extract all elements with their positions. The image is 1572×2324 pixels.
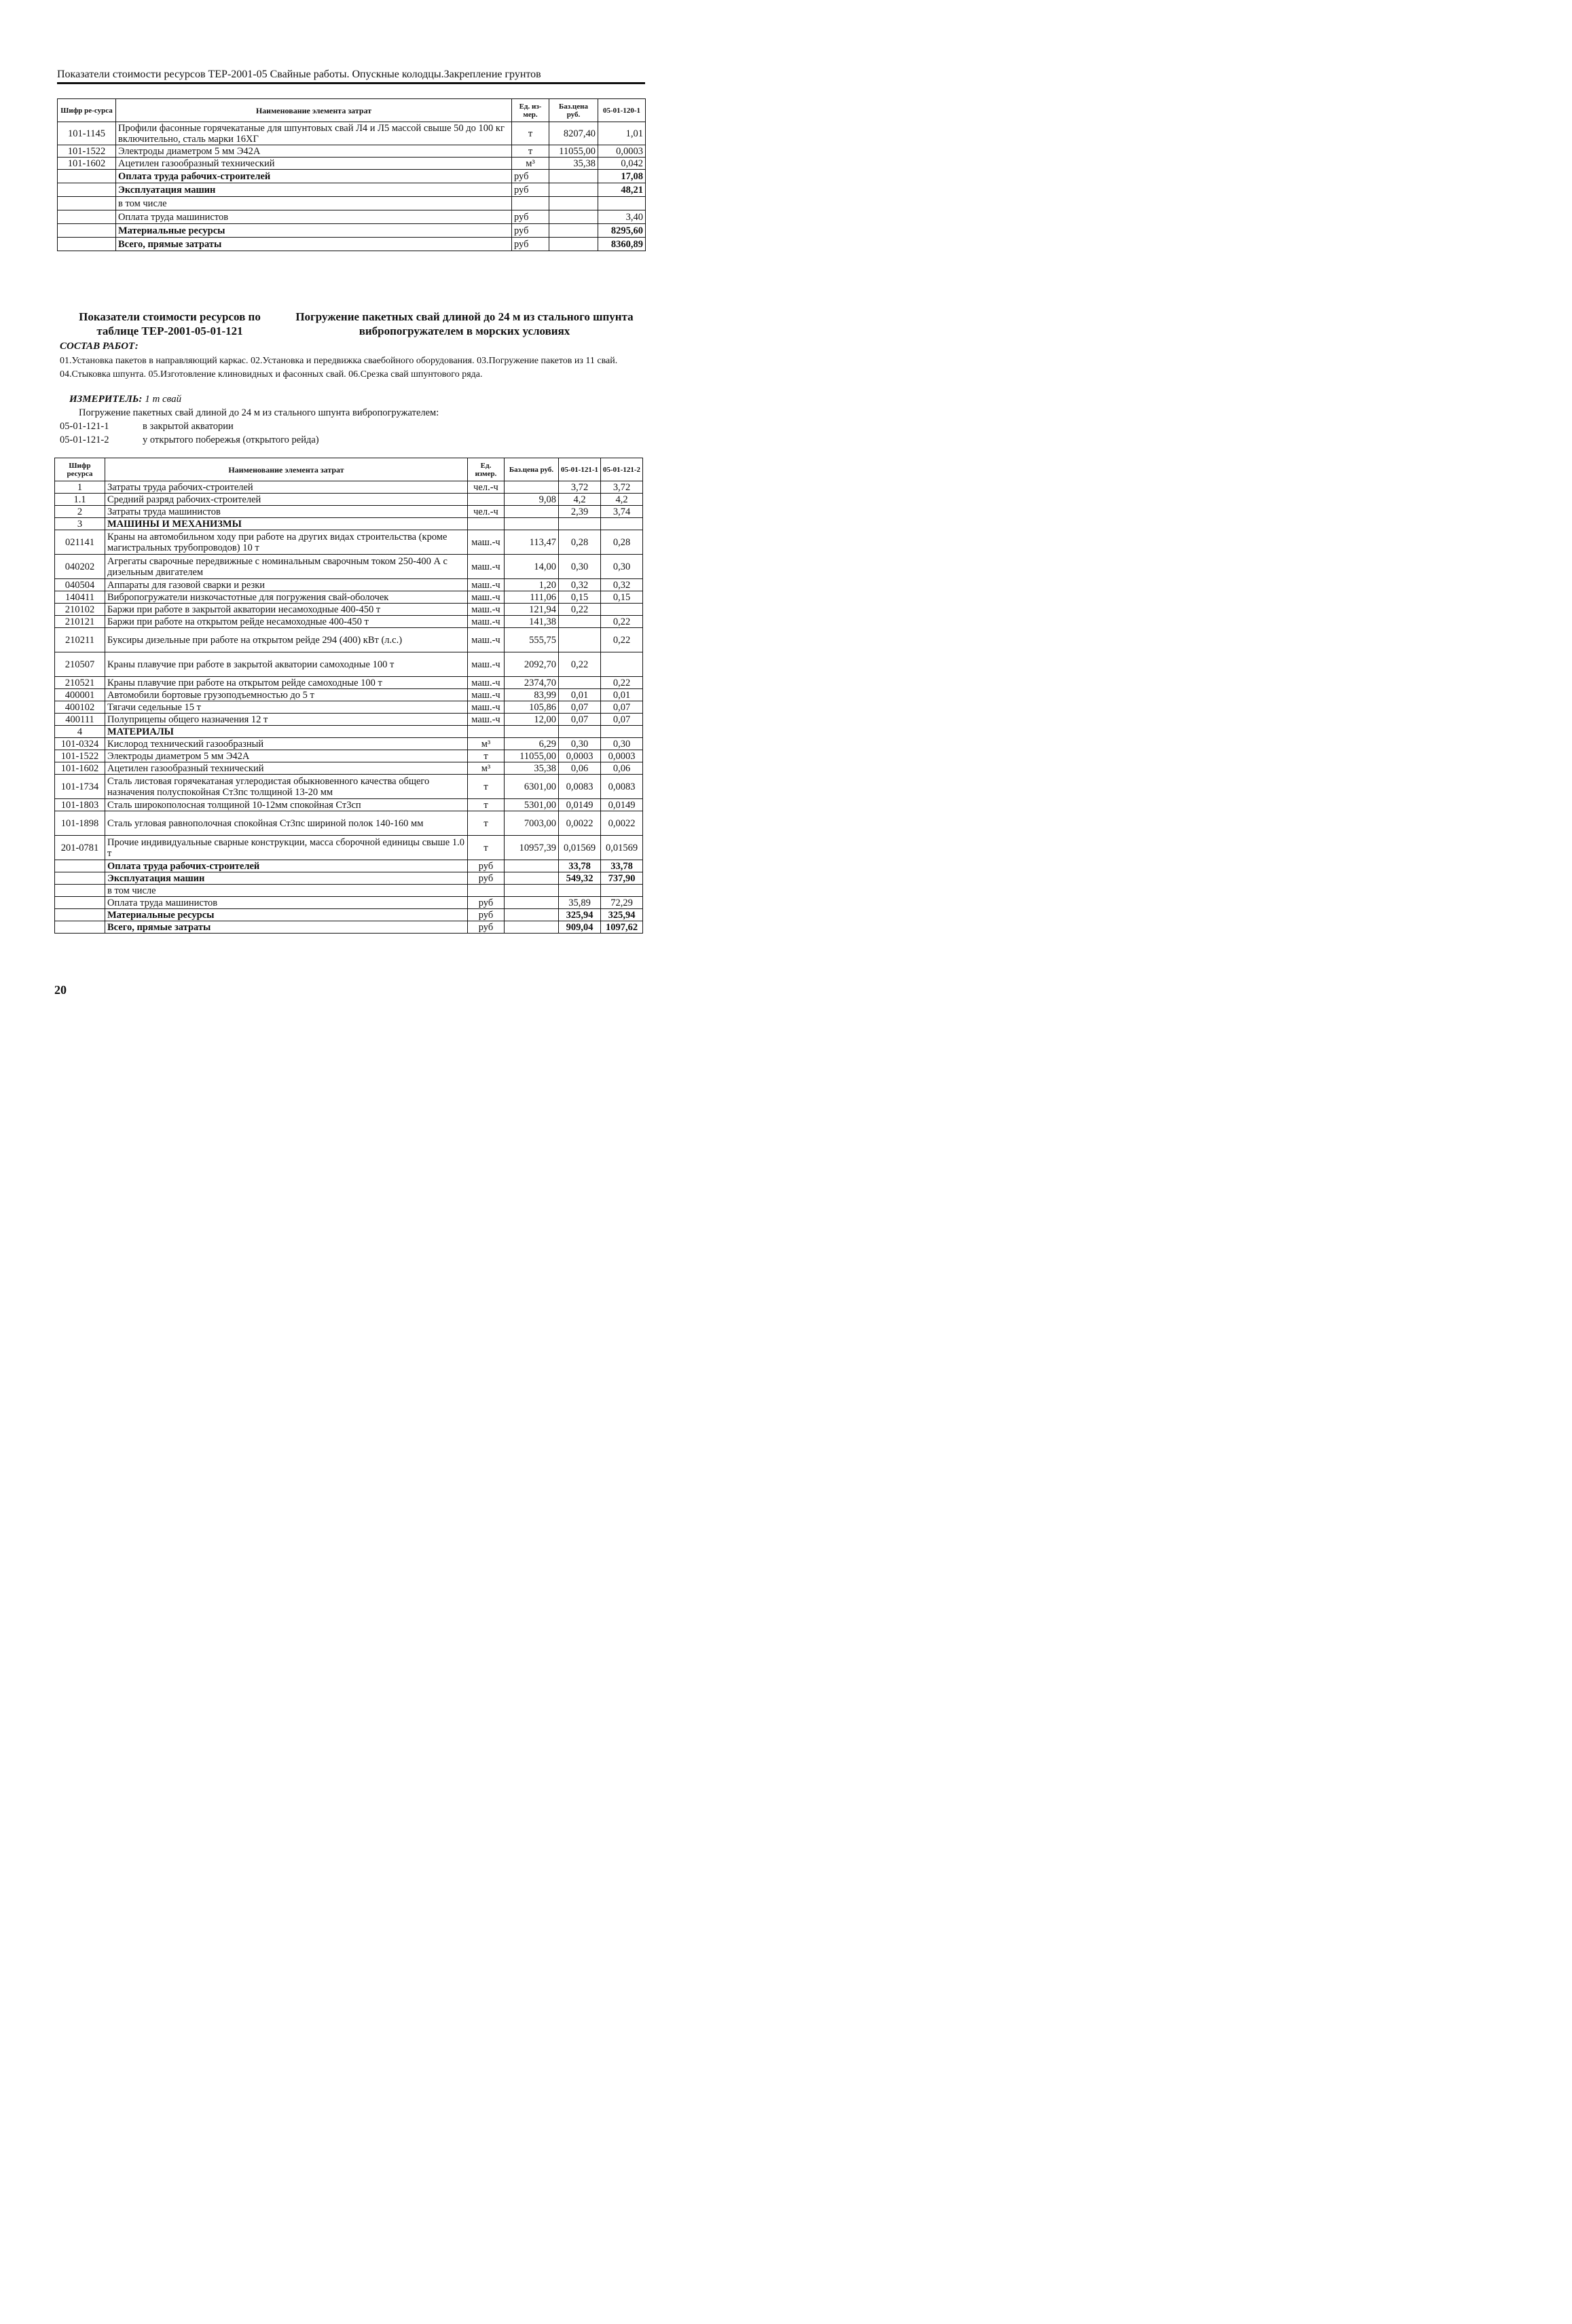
table-row [55,481,643,494]
empty-cell [58,183,116,197]
norm-121-1: 0,22 [559,604,601,616]
resource-code: 101-1734 [55,775,105,799]
norm-121-2: 4,2 [601,494,643,506]
empty-cell [549,183,598,197]
unit: руб [468,860,505,872]
resource-code: 210507 [55,652,105,677]
norm-121-1: 0,30 [559,738,601,750]
norm-121-2: 0,28 [601,530,643,555]
norm-121-2: 0,15 [601,591,643,604]
table-row [55,579,643,591]
summary-row [58,170,646,183]
summary-row [55,921,643,934]
unit: маш.-ч [468,677,505,689]
base-price: 9,08 [505,494,559,506]
composition-heading: СОСТАВ РАБОТ: [60,341,139,352]
unit: т [468,836,505,860]
resource-code: 101-1803 [55,799,105,811]
resource-name: Автомобили бортовые грузоподъемностью до 5 т [105,689,468,701]
resource-name: Профили фасонные горячекатаные для шпунтовых свай Л4 и Л5 массой свыше 50 до 100 кг включительно, сталь марки 16ХГ [116,122,512,145]
summary-label: Эксплуатация машин [105,872,468,885]
table-row [55,701,643,714]
base-price: 35,38 [505,762,559,775]
norm-121-2: 0,07 [601,714,643,726]
resource-code: 210102 [55,604,105,616]
total-121-2 [601,885,643,897]
resource-code: 3 [55,518,105,530]
resource-code: 4 [55,726,105,738]
table-row [55,604,643,616]
resource-table-120 [57,98,646,251]
empty-cell [58,210,116,224]
norm-120-1: 0,0003 [598,145,646,158]
measure-label: ИЗМЕРИТЕЛЬ: [69,394,143,405]
resource-code: 040504 [55,579,105,591]
total-120-1 [598,197,646,210]
unit: руб [512,210,549,224]
header-row [58,99,646,122]
resource-name: Ацетилен газообразный технический [116,158,512,170]
base-price: 11055,00 [549,145,598,158]
empty-cell [58,170,116,183]
unit: маш.-ч [468,689,505,701]
resource-name: Электроды диаметром 5 мм Э42А [116,145,512,158]
variant-text: у открытого побережья (открытого рейда) [143,435,319,445]
unit [468,885,505,897]
total-120-1: 17,08 [598,170,646,183]
unit: руб [468,897,505,909]
norm-121-1: 0,22 [559,652,601,677]
base-price: 8207,40 [549,122,598,145]
summary-label: Эксплуатация машин [116,183,512,197]
norm-121-2: 0,0083 [601,775,643,799]
column-header-v1: 05-01-120-1 [598,99,646,122]
empty-cell [549,238,598,251]
resource-name: Баржи при работе на открытом рейде несамоходные 400-450 т [105,616,468,628]
norm-121-2: 0,22 [601,628,643,652]
resource-name: Буксиры дизельные при работе на открытом рейде 294 (400) кВт (л.с.) [105,628,468,652]
unit: руб [512,224,549,238]
norm-121-1: 3,72 [559,481,601,494]
empty-cell [55,872,105,885]
resource-name: Краны плавучие при работе в закрытой акватории самоходные 100 т [105,652,468,677]
empty-cell [505,921,559,934]
unit: руб [468,909,505,921]
resource-name: Аппараты для газовой сварки и резки [105,579,468,591]
column-header-unit: Ед. из-мер. [512,99,549,122]
norm-121-1: 0,06 [559,762,601,775]
summary-row [55,909,643,921]
norm-121-2 [601,604,643,616]
resource-code: 040202 [55,555,105,579]
unit: м³ [468,738,505,750]
resource-name: Средний разряд рабочих-строителей [105,494,468,506]
unit: т [468,750,505,762]
table-row [58,158,646,170]
base-price: 141,38 [505,616,559,628]
total-121-1: 549,32 [559,872,601,885]
base-price: 113,47 [505,530,559,555]
unit: т [468,775,505,799]
summary-label: Всего, прямые затраты [105,921,468,934]
column-header-v2: 05-01-121-2 [601,458,643,481]
table-row [55,775,643,799]
resource-name: Сталь широкополосная толщиной 10-12мм спокойная Ст3сп [105,799,468,811]
resource-name: Вибропогружатели низкочастотные для погружения свай-оболочек [105,591,468,604]
unit: руб [468,872,505,885]
base-price: 555,75 [505,628,559,652]
resource-code: 210521 [55,677,105,689]
base-price [505,518,559,530]
total-121-1: 33,78 [559,860,601,872]
table-row [55,506,643,518]
table-row [55,750,643,762]
summary-row [55,897,643,909]
norm-121-2: 0,01 [601,689,643,701]
table-row [55,652,643,677]
empty-cell [505,872,559,885]
base-price: 1,20 [505,579,559,591]
measure-unit: 1 т свай [145,394,182,405]
norm-121-1: 0,0149 [559,799,601,811]
resource-code: 210121 [55,616,105,628]
unit: руб [468,921,505,934]
norm-121-2 [601,652,643,677]
column-header-v1: 05-01-121-1 [559,458,601,481]
resource-name: Сталь угловая равнополочная спокойная Ст3пс шириной полок 140-160 мм [105,811,468,836]
norm-121-2: 0,0022 [601,811,643,836]
variant-code: 05-01-121-2 [60,435,109,445]
resource-name: Агрегаты сварочные передвижные с номинальным сварочным током 250-400 А с дизельным двигателем [105,555,468,579]
resource-code: 101-1522 [58,145,116,158]
resource-code: 210211 [55,628,105,652]
summary-row [55,860,643,872]
norm-121-2: 0,30 [601,738,643,750]
base-price: 83,99 [505,689,559,701]
unit: маш.-ч [468,616,505,628]
total-120-1: 8360,89 [598,238,646,251]
base-price [505,481,559,494]
unit: маш.-ч [468,701,505,714]
norm-121-2: 0,22 [601,677,643,689]
resource-name: Краны на автомобильном ходу при работе на других видах строительства (кроме магистральных трубопроводов) 10 т [105,530,468,555]
unit: т [512,122,549,145]
summary-label: Всего, прямые затраты [116,238,512,251]
table-row [55,738,643,750]
section-title-left: Показатели стоимости ресурсов по таблице ТЕР-2001-05-01-121 [79,310,261,337]
norm-121-2: 0,07 [601,701,643,714]
total-121-1 [559,885,601,897]
resource-code: 101-1602 [55,762,105,775]
summary-row [58,197,646,210]
resource-name: Затраты труда рабочих-строителей [105,481,468,494]
empty-cell [505,897,559,909]
norm-121-1: 0,01569 [559,836,601,860]
total-121-2: 325,94 [601,909,643,921]
base-price: 111,06 [505,591,559,604]
empty-cell [505,860,559,872]
norm-121-2: 0,22 [601,616,643,628]
norm-121-1: 2,39 [559,506,601,518]
base-price: 6301,00 [505,775,559,799]
summary-row [58,210,646,224]
resource-code: 101-1522 [55,750,105,762]
empty-cell [549,197,598,210]
total-120-1: 3,40 [598,210,646,224]
empty-cell [55,921,105,934]
resource-name: Ацетилен газообразный технический [105,762,468,775]
base-price [505,506,559,518]
header-rule [57,82,645,84]
column-header-unit: Ед. измер. [468,458,505,481]
norm-121-1: 0,01 [559,689,601,701]
norm-121-1: 0,28 [559,530,601,555]
unit: маш.-ч [468,604,505,616]
resource-code: 2 [55,506,105,518]
resource-code: 021141 [55,530,105,555]
summary-row [55,885,643,897]
empty-cell [55,885,105,897]
base-price: 105,86 [505,701,559,714]
total-121-2: 33,78 [601,860,643,872]
resource-name: Сталь листовая горячекатаная углеродистая обыкновенного качества общего назначения полуспокойная Ст3пс толщиной 13-20 мм [105,775,468,799]
empty-cell [549,170,598,183]
section-heading: МАШИНЫ И МЕХАНИЗМЫ [105,518,468,530]
unit: руб [512,183,549,197]
composition-text: 01.Установка пакетов в направляющий каркас. 02.Установка и передвижка сваебойного оборудования. 03.Погружение пакетов из 11 свай. 04.Стыковка шпунта. 05.Изготовление клиновидных и фасонных свай. 06.Срезка свай шпунтового ряда. [60,356,618,380]
norm-121-2: 0,32 [601,579,643,591]
resource-code: 400102 [55,701,105,714]
resource-code: 101-0324 [55,738,105,750]
empty-cell [55,909,105,921]
unit: маш.-ч [468,530,505,555]
resource-code: 1.1 [55,494,105,506]
norm-121-2: 3,72 [601,481,643,494]
summary-label: Оплата труда машинистов [116,210,512,224]
resource-name: Баржи при работе в закрытой акватории несамоходные 400-450 т [105,604,468,616]
unit: м³ [512,158,549,170]
base-price: 6,29 [505,738,559,750]
base-price: 5301,00 [505,799,559,811]
table-row [55,799,643,811]
norm-121-2: 3,74 [601,506,643,518]
empty-cell [58,197,116,210]
base-price: 10957,39 [505,836,559,860]
norm-121-2 [601,726,643,738]
summary-label: в том числе [105,885,468,897]
resource-code: 140411 [55,591,105,604]
resource-code: 101-1602 [58,158,116,170]
norm-121-2: 0,0149 [601,799,643,811]
table-row [55,591,643,604]
norm-121-1 [559,616,601,628]
resource-code: 201-0781 [55,836,105,860]
measure-line [69,394,181,405]
empty-cell [55,897,105,909]
section-heading: МАТЕРИАЛЫ [105,726,468,738]
table-row [55,836,643,860]
unit: руб [512,238,549,251]
norm-121-2: 0,30 [601,555,643,579]
total-121-2: 1097,62 [601,921,643,934]
base-price: 121,94 [505,604,559,616]
unit: маш.-ч [468,714,505,726]
resource-table-121 [54,458,643,934]
norm-120-1: 0,042 [598,158,646,170]
empty-cell [549,210,598,224]
summary-row [55,872,643,885]
table-row [55,555,643,579]
column-header-code: Шифр ре-сурса [58,99,116,122]
total-120-1: 8295,60 [598,224,646,238]
norm-121-1: 0,32 [559,579,601,591]
unit: т [468,811,505,836]
total-121-1: 35,89 [559,897,601,909]
norm-121-2: 0,06 [601,762,643,775]
resource-name: Кислород технический газообразный [105,738,468,750]
total-121-1: 325,94 [559,909,601,921]
norm-121-1 [559,726,601,738]
base-price: 2092,70 [505,652,559,677]
norm-121-2: 0,01569 [601,836,643,860]
unit [512,197,549,210]
norm-121-1: 0,0003 [559,750,601,762]
column-header-name: Наименование элемента затрат [105,458,468,481]
resource-name: Прочие индивидуальные сварные конструкции, масса сборочной единицы свыше 1.0 т [105,836,468,860]
summary-label: Оплата труда рабочих-строителей [116,170,512,183]
resource-name: Краны плавучие при работе на открытом рейде самоходные 100 т [105,677,468,689]
total-120-1: 48,21 [598,183,646,197]
unit: чел.-ч [468,506,505,518]
table-row [55,494,643,506]
unit: маш.-ч [468,652,505,677]
variants-intro: Погружение пакетных свай длиной до 24 м из стального шпунта вибропогружателем: [79,407,439,418]
table-row [58,122,646,145]
page-number: 20 [54,983,67,997]
resource-code: 101-1145 [58,122,116,145]
unit: маш.-ч [468,579,505,591]
norm-121-1 [559,518,601,530]
unit: маш.-ч [468,628,505,652]
total-121-2: 737,90 [601,872,643,885]
table-row [55,762,643,775]
base-price: 35,38 [549,158,598,170]
base-price: 14,00 [505,555,559,579]
norm-121-1: 0,30 [559,555,601,579]
resource-name: Тягачи седельные 15 т [105,701,468,714]
table-row [55,530,643,555]
norm-121-2 [601,518,643,530]
resource-code: 101-1898 [55,811,105,836]
unit: м³ [468,762,505,775]
total-121-1: 909,04 [559,921,601,934]
table-row [55,616,643,628]
resource-name: Электроды диаметром 5 мм Э42А [105,750,468,762]
norm-121-1 [559,628,601,652]
norm-121-1: 0,07 [559,714,601,726]
table-row [55,689,643,701]
table-row [55,714,643,726]
variant-text: в закрытой акватории [143,421,234,432]
empty-cell [505,909,559,921]
resource-name: Полуприцепы общего назначения 12 т [105,714,468,726]
section-title-right: Погружение пакетных свай длиной до 24 м из стального шпунта вибропогружателем в морских условиях [295,310,634,337]
unit [468,518,505,530]
norm-121-1: 0,0022 [559,811,601,836]
running-header: Показатели стоимости ресурсов ТЕР-2001-05 Свайные работы. Опускные колодцы.Закрепление грунтов [57,69,541,80]
summary-label: Материальные ресурсы [116,224,512,238]
variant-code: 05-01-121-1 [60,421,109,432]
table-row [55,811,643,836]
norm-120-1: 1,01 [598,122,646,145]
column-header-price: Баз.цена руб. [505,458,559,481]
empty-cell [58,238,116,251]
base-price: 12,00 [505,714,559,726]
summary-row [58,238,646,251]
base-price: 7003,00 [505,811,559,836]
empty-cell [549,224,598,238]
total-121-2: 72,29 [601,897,643,909]
summary-row [58,224,646,238]
resource-code: 400001 [55,689,105,701]
table-row [55,677,643,689]
unit: чел.-ч [468,481,505,494]
table-row [55,518,643,530]
resource-code: 400111 [55,714,105,726]
table-row [55,628,643,652]
norm-121-2: 0,0003 [601,750,643,762]
norm-121-1: 4,2 [559,494,601,506]
base-price: 11055,00 [505,750,559,762]
base-price: 2374,70 [505,677,559,689]
header-row [55,458,643,481]
summary-label: Оплата труда машинистов [105,897,468,909]
empty-cell [505,885,559,897]
unit: т [468,799,505,811]
unit: маш.-ч [468,555,505,579]
empty-cell [58,224,116,238]
norm-121-1: 0,15 [559,591,601,604]
table-row [55,726,643,738]
resource-code: 1 [55,481,105,494]
base-price [505,726,559,738]
column-header-price: Баз.цена руб. [549,99,598,122]
unit: т [512,145,549,158]
resource-name: Затраты труда машинистов [105,506,468,518]
summary-row [58,183,646,197]
unit [468,726,505,738]
empty-cell [55,860,105,872]
column-header-name: Наименование элемента затрат [116,99,512,122]
norm-121-1: 0,07 [559,701,601,714]
norm-121-1: 0,0083 [559,775,601,799]
summary-label: Оплата труда рабочих-строителей [105,860,468,872]
summary-label: Материальные ресурсы [105,909,468,921]
unit [468,494,505,506]
summary-label: в том числе [116,197,512,210]
column-header-code: Шифр ресурса [55,458,105,481]
unit: маш.-ч [468,591,505,604]
unit: руб [512,170,549,183]
norm-121-1 [559,677,601,689]
table-row [58,145,646,158]
